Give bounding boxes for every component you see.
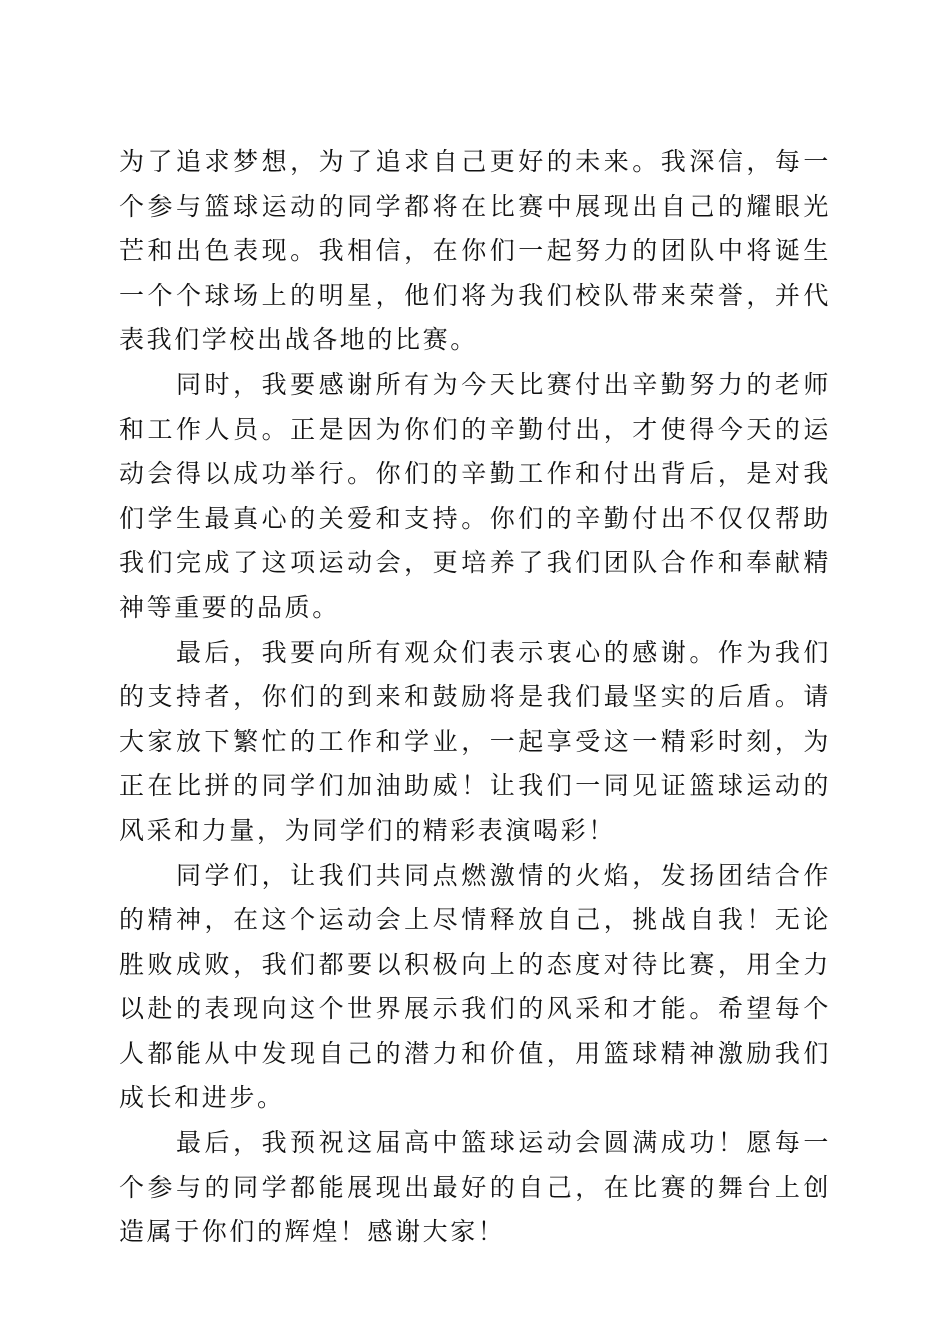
paragraph-2: 同时，我要感谢所有为今天比赛付出辛勤努力的老师和工作人员。正是因为你们的辛勤付出，才使得今天的运动会得以成功举行。你们的辛勤工作和付出背后，是对我们学生最真心的关爱和支持。你们的辛勤付出不仅仅帮助我们完成了这项运动会，更培养了我们团队合作和奉献精神等重要的品质。 <box>119 369 831 622</box>
document-body <box>119 140 831 1255</box>
paragraph-5: 最后，我预祝这届高中篮球运动会圆满成功！愿每一个参与的同学都能展现出最好的自己，在比赛的舞台上创造属于你们的辉煌！感谢大家！ <box>119 1128 831 1247</box>
paragraph-4: 同学们，让我们共同点燃激情的火焰，发扬团结合作的精神，在这个运动会上尽情释放自己，挑战自我！无论胜败成败，我们都要以积极向上的态度对待比赛，用全力以赴的表现向这个世界展示我们的风采和才能。希望每个人都能从中发现自己的潜力和价值，用篮球精神激励我们成长和进步。 <box>119 860 831 1113</box>
paragraph-3: 最后，我要向所有观众们表示衷心的感谢。作为我们的支持者，你们的到来和鼓励将是我们最坚实的后盾。请大家放下繁忙的工作和学业，一起享受这一精彩时刻，为正在比拼的同学们加油助威！让我们一同见证篮球运动的风采和力量，为同学们的精彩表演喝彩！ <box>119 637 831 845</box>
paragraph-1: 为了追求梦想，为了追求自己更好的未来。我深信，每一个参与篮球运动的同学都将在比赛中展现出自己的耀眼光芒和出色表现。我相信，在你们一起努力的团队中将诞生一个个球场上的明星，他们将为我们校队带来荣誉，并代表我们学校出战各地的比赛。 <box>119 147 831 355</box>
